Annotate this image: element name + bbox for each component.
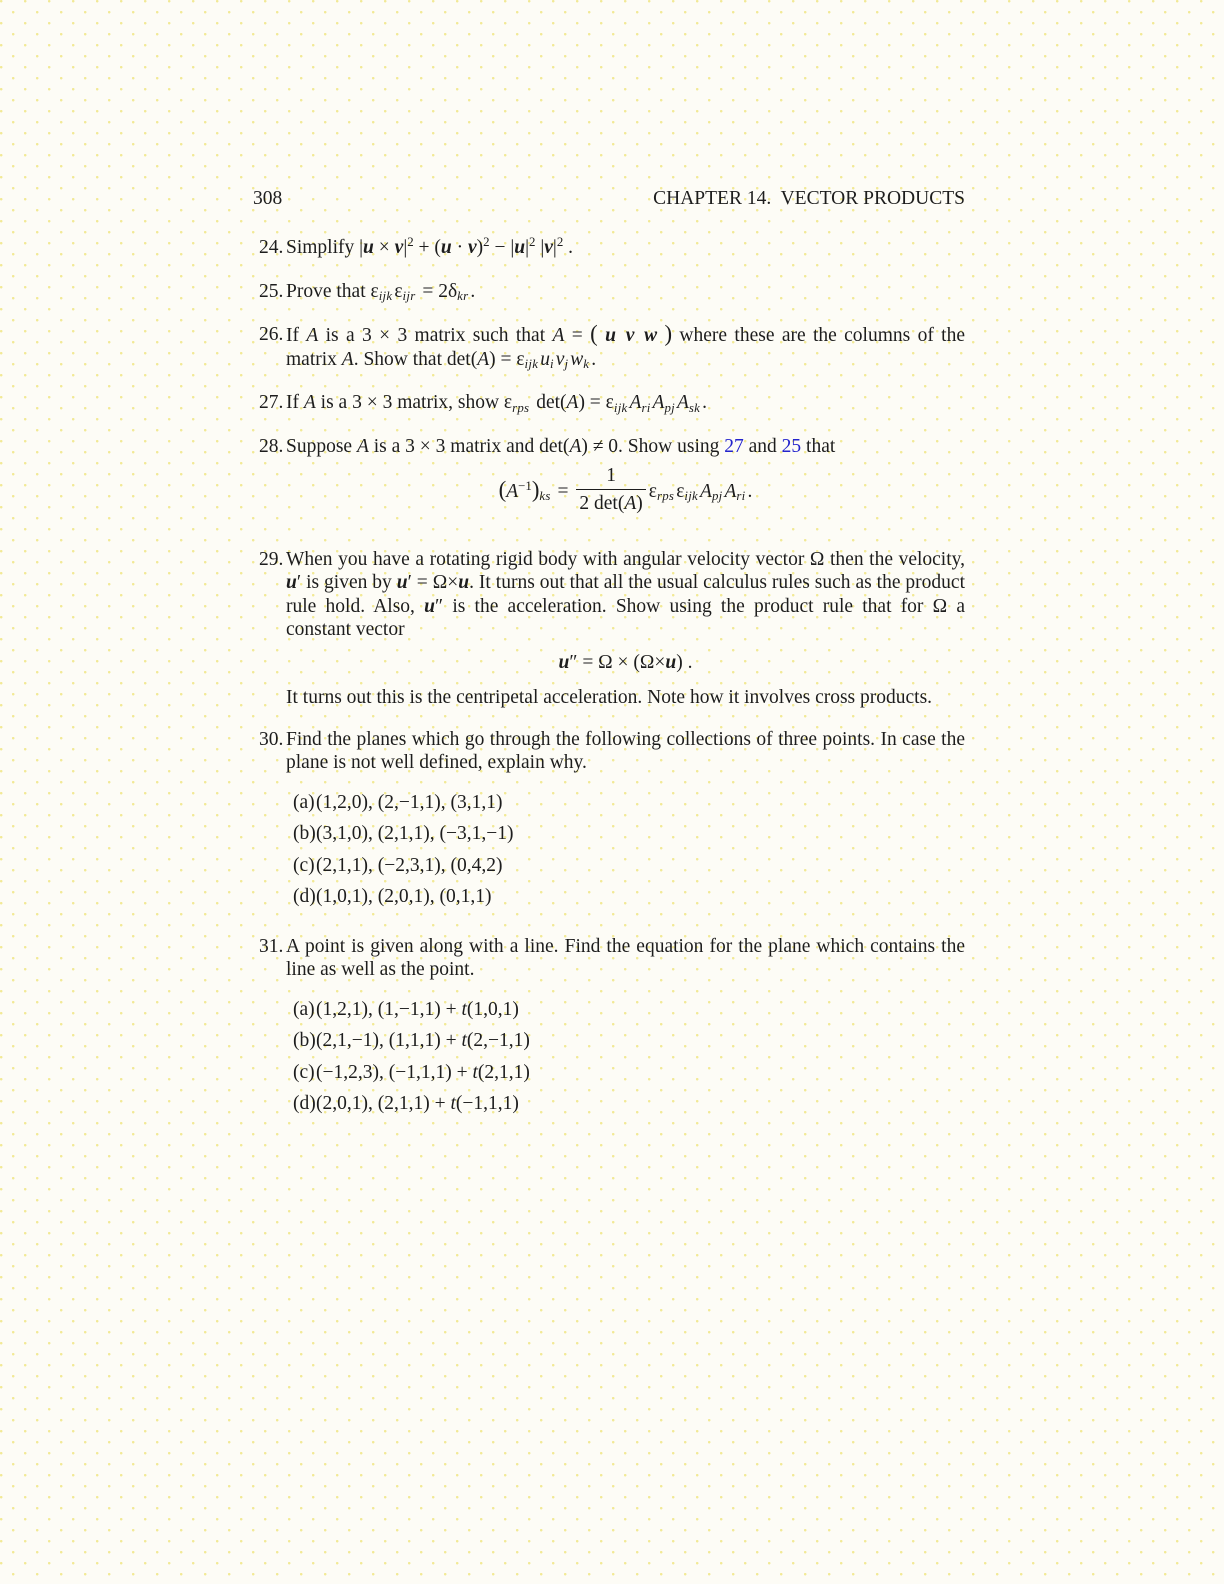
text-run: ks <box>539 489 551 504</box>
text-run: A <box>552 325 565 346</box>
text-run: that <box>801 435 836 457</box>
text-run: A point is given along with a line. Find the equation for the plane which contains the line as well as the point. <box>286 935 965 981</box>
text-run: . Show that det( <box>353 348 478 370</box>
sublist-label: (c) <box>293 854 315 876</box>
exercise-number: 25. <box>259 280 284 302</box>
text-run: ) = ε <box>578 392 614 413</box>
page-number: 308 <box>253 188 283 209</box>
text-run: u <box>514 237 526 258</box>
exercise-24 <box>253 236 965 262</box>
text-run: t <box>472 1061 478 1083</box>
exercise-paragraph <box>286 323 965 373</box>
text-run: . <box>563 237 573 258</box>
sublist-item <box>293 885 965 909</box>
text-run: (3,1,0), (2,1,1), (−3,1,−1) <box>316 823 514 845</box>
sublist-content <box>316 885 965 909</box>
text-run: (2,−1,1) <box>466 1030 530 1052</box>
sublist-item <box>293 1061 965 1085</box>
exercise-29 <box>253 548 965 710</box>
text-run: ′ <box>296 572 302 594</box>
exercise-body <box>286 935 965 1124</box>
text-run: = <box>552 480 574 502</box>
text-run: (1,0,1) <box>466 998 519 1020</box>
text-run: 2 <box>407 234 414 249</box>
text-run: ijk <box>684 489 699 504</box>
text-run: is a 3 × 3 matrix such that <box>318 325 553 346</box>
text-run <box>634 325 644 346</box>
text-run: ijk <box>378 289 393 304</box>
text-run: . <box>591 348 597 370</box>
text-run: u <box>605 325 616 346</box>
text-run: . <box>747 480 753 502</box>
text-run: = <box>564 325 591 346</box>
text-run: . It turns out that all the usual calculus rules such as the product rule hold. Also, <box>286 572 965 617</box>
ref-link[interactable]: 25 <box>781 435 802 457</box>
text-run: ( <box>590 321 598 346</box>
text-run: u <box>286 572 297 594</box>
text-run: rps <box>512 400 530 415</box>
sublist-label: (a) <box>293 998 315 1020</box>
exercise-number: 29. <box>259 548 284 570</box>
exercise-paragraph <box>286 686 965 710</box>
fraction <box>576 465 645 516</box>
exercise-30 <box>253 728 965 917</box>
text-run: j <box>564 357 569 372</box>
exercise-26 <box>253 323 965 373</box>
text-run: If <box>286 325 307 346</box>
text-run: w <box>570 348 584 370</box>
sublist-content <box>316 1061 965 1085</box>
exercise-number: 30. <box>259 728 284 750</box>
text-run: ri <box>736 489 746 504</box>
sublist-content <box>316 854 965 878</box>
text-run: ) <box>664 321 673 346</box>
page-header <box>253 187 965 210</box>
exercise-paragraph <box>286 935 965 982</box>
text-run: i <box>549 357 554 372</box>
text-run: It turns out this is the centripetal acceleration. Note how it involves cross products. <box>286 687 933 709</box>
text-run: ) = ε <box>489 348 525 370</box>
text-run: ε <box>648 480 657 502</box>
sublist-label: (c) <box>293 1061 315 1083</box>
ref-link[interactable]: 27 <box>724 435 744 457</box>
exercise-number: 24. <box>259 237 284 258</box>
sublist-item <box>293 1092 965 1116</box>
text-run: where these are the columns of the matrix <box>286 325 966 370</box>
exercise-body <box>286 391 965 417</box>
text-run: ) . <box>676 651 693 673</box>
text-run: + ( <box>413 237 441 258</box>
text-run: v <box>468 237 477 258</box>
sublist-item <box>293 1029 965 1053</box>
text-run: × <box>373 237 395 258</box>
text-run: (2,1,1), (−2,3,1), (0,4,2) <box>316 854 503 876</box>
text-run: A <box>676 392 689 413</box>
text-run: ijk <box>524 357 539 372</box>
sublist-label: (b) <box>293 1030 316 1052</box>
exercise-body <box>286 728 965 917</box>
sublist-content <box>316 1029 965 1053</box>
text-run: ′ <box>407 572 412 594</box>
text-run: | <box>403 237 408 258</box>
text-run: is given by <box>301 572 397 594</box>
sublist-content <box>316 791 965 815</box>
exercise-paragraph <box>286 236 965 262</box>
text-run: ) <box>531 476 540 502</box>
text-run: · <box>451 237 469 258</box>
text-run: is a 3 × 3 matrix and det( <box>368 435 570 457</box>
text-run: u <box>424 595 435 617</box>
text-run: u <box>363 237 374 258</box>
exercise-number: 27. <box>259 392 284 413</box>
exercise-28 <box>253 435 965 530</box>
text-run: ) <box>636 493 643 515</box>
text-run: 2 <box>529 234 536 249</box>
text-run: u <box>558 651 570 673</box>
text-run: u <box>458 572 470 594</box>
chapter-header: CHAPTER 14. VECTOR PRODUCTS <box>653 188 965 209</box>
text-run: ″ <box>434 595 444 617</box>
text-run: ε <box>394 280 403 302</box>
text-run: kr <box>457 289 469 304</box>
fraction-numerator <box>576 465 645 489</box>
text-run: ijr <box>402 289 416 304</box>
text-run: 2 <box>483 234 490 249</box>
text-run: v <box>394 237 404 258</box>
text-run: (1,0,1), (2,0,1), (0,1,1) <box>316 886 492 908</box>
text-run: If <box>286 392 304 413</box>
text-run: . <box>470 280 476 302</box>
text-run: u <box>665 651 677 673</box>
sublist-content <box>316 998 965 1022</box>
text-run: is a 3 × 3 matrix, show ε <box>315 392 513 413</box>
text-run: A <box>356 435 369 457</box>
exercise-body <box>286 280 965 306</box>
exercise-body <box>286 236 965 262</box>
exercise-number: 31. <box>259 935 284 957</box>
exercise-27 <box>253 391 965 417</box>
text-run: k <box>583 357 590 372</box>
text-run: ε <box>676 480 685 502</box>
text-run: = Ω× <box>411 572 459 594</box>
text-run: A <box>569 435 582 457</box>
text-run: ijk <box>613 400 628 415</box>
sublist-label: (a) <box>293 791 315 813</box>
sublist-label: (b) <box>293 823 316 845</box>
exercise-paragraph <box>286 435 965 459</box>
text-run: = Ω × (Ω× <box>577 651 666 673</box>
text-run: u <box>440 237 452 258</box>
text-run: Simplify <box>286 237 360 258</box>
text-run: (−1,2,3), (−1,1,1) + <box>316 1061 473 1083</box>
text-run: pj <box>711 489 723 504</box>
text-run: w <box>644 325 658 346</box>
text-run: v <box>625 325 635 346</box>
exercise-paragraph <box>286 391 965 417</box>
text-run: A <box>629 392 642 413</box>
sublist-item <box>293 822 965 846</box>
text-run: v <box>544 237 553 258</box>
exercise-paragraph <box>286 728 965 775</box>
text-run: Suppose <box>286 435 357 457</box>
fraction-denominator <box>576 489 645 515</box>
text-run: 1 <box>606 465 616 486</box>
text-run: det( <box>531 392 567 413</box>
text-run: t <box>461 998 467 1020</box>
text-run <box>598 325 605 346</box>
exercise-list <box>253 236 965 1142</box>
text-run: rps <box>656 489 675 504</box>
text-run: u <box>540 348 550 370</box>
sublist-label: (d) <box>293 886 316 908</box>
text-run: (1,2,0), (2,−1,1), (3,1,1) <box>316 791 503 813</box>
text-run: (1,2,1), (1,−1,1) + <box>316 998 462 1020</box>
text-run: | <box>535 237 545 258</box>
exercise-number: 28. <box>259 435 284 457</box>
exercise-body <box>286 548 965 710</box>
exercise-number: 26. <box>259 324 284 345</box>
text-run: Prove that ε <box>286 280 379 302</box>
exercise-25 <box>253 280 965 306</box>
text-run: −1 <box>518 478 532 493</box>
text-run: u <box>396 572 408 594</box>
text-run: t <box>461 1030 467 1052</box>
text-run: A <box>566 392 579 413</box>
text-run: A <box>506 480 519 502</box>
text-run: | <box>525 237 530 258</box>
text-run: A <box>724 480 737 502</box>
sublist-item <box>293 791 965 815</box>
text-run: (2,0,1), (2,1,1) + <box>316 1093 451 1115</box>
exercise-31 <box>253 935 965 1124</box>
text-run: = 2δ <box>417 280 458 302</box>
text-run: 2 det( <box>579 493 625 515</box>
text-run: A <box>652 392 665 413</box>
exercise-paragraph <box>286 280 965 306</box>
text-run: (2,1,−1), (1,1,1) + <box>316 1030 462 1052</box>
text-run: ( <box>498 476 507 502</box>
text-run: ) ≠ 0. Show using <box>581 435 725 457</box>
text-run: − | <box>489 237 515 258</box>
exercise-body <box>286 435 965 530</box>
text-run: A <box>303 392 316 413</box>
text-run: When you have a rotating rigid body with angular velocity vector Ω then the velocity, <box>286 548 965 570</box>
sublist-label: (d) <box>293 1093 316 1115</box>
sublist-content <box>316 1092 965 1116</box>
text-run: | <box>359 237 364 258</box>
text-run: A <box>306 325 319 346</box>
sublist-item <box>293 854 965 878</box>
text-run: A <box>624 493 637 515</box>
text-run: t <box>450 1093 456 1115</box>
text-run: ri <box>641 400 651 415</box>
text-run <box>616 325 626 346</box>
display-formula <box>286 651 965 675</box>
text-run: A <box>700 480 712 502</box>
exercise-body <box>286 323 965 373</box>
text-run: . <box>702 392 708 413</box>
display-formula <box>286 467 965 518</box>
exercise-paragraph <box>286 548 965 642</box>
sublist <box>286 791 965 909</box>
text-run: | <box>552 237 557 258</box>
text-run: and <box>743 435 782 457</box>
text-run: 2 <box>556 234 564 249</box>
text-run: pj <box>664 400 675 415</box>
text-run: (2,1,1) <box>477 1061 530 1083</box>
text-run: sk <box>688 400 701 415</box>
text-run: A <box>341 348 354 370</box>
text-run: v <box>555 348 565 370</box>
text-run: A <box>477 348 490 370</box>
text-run: ) <box>476 237 484 258</box>
text-run: (−1,1,1) <box>455 1093 519 1115</box>
sublist-item <box>293 998 965 1022</box>
sublist <box>286 998 965 1116</box>
text-run: is the acceleration. Show using the product rule that for Ω a constant vector <box>286 595 965 641</box>
sublist-content <box>316 822 965 846</box>
text-run: Find the planes which go through the following collections of three points. In case the plane is not well defined, explain why. <box>286 728 965 774</box>
text-run: ″ <box>569 651 578 673</box>
